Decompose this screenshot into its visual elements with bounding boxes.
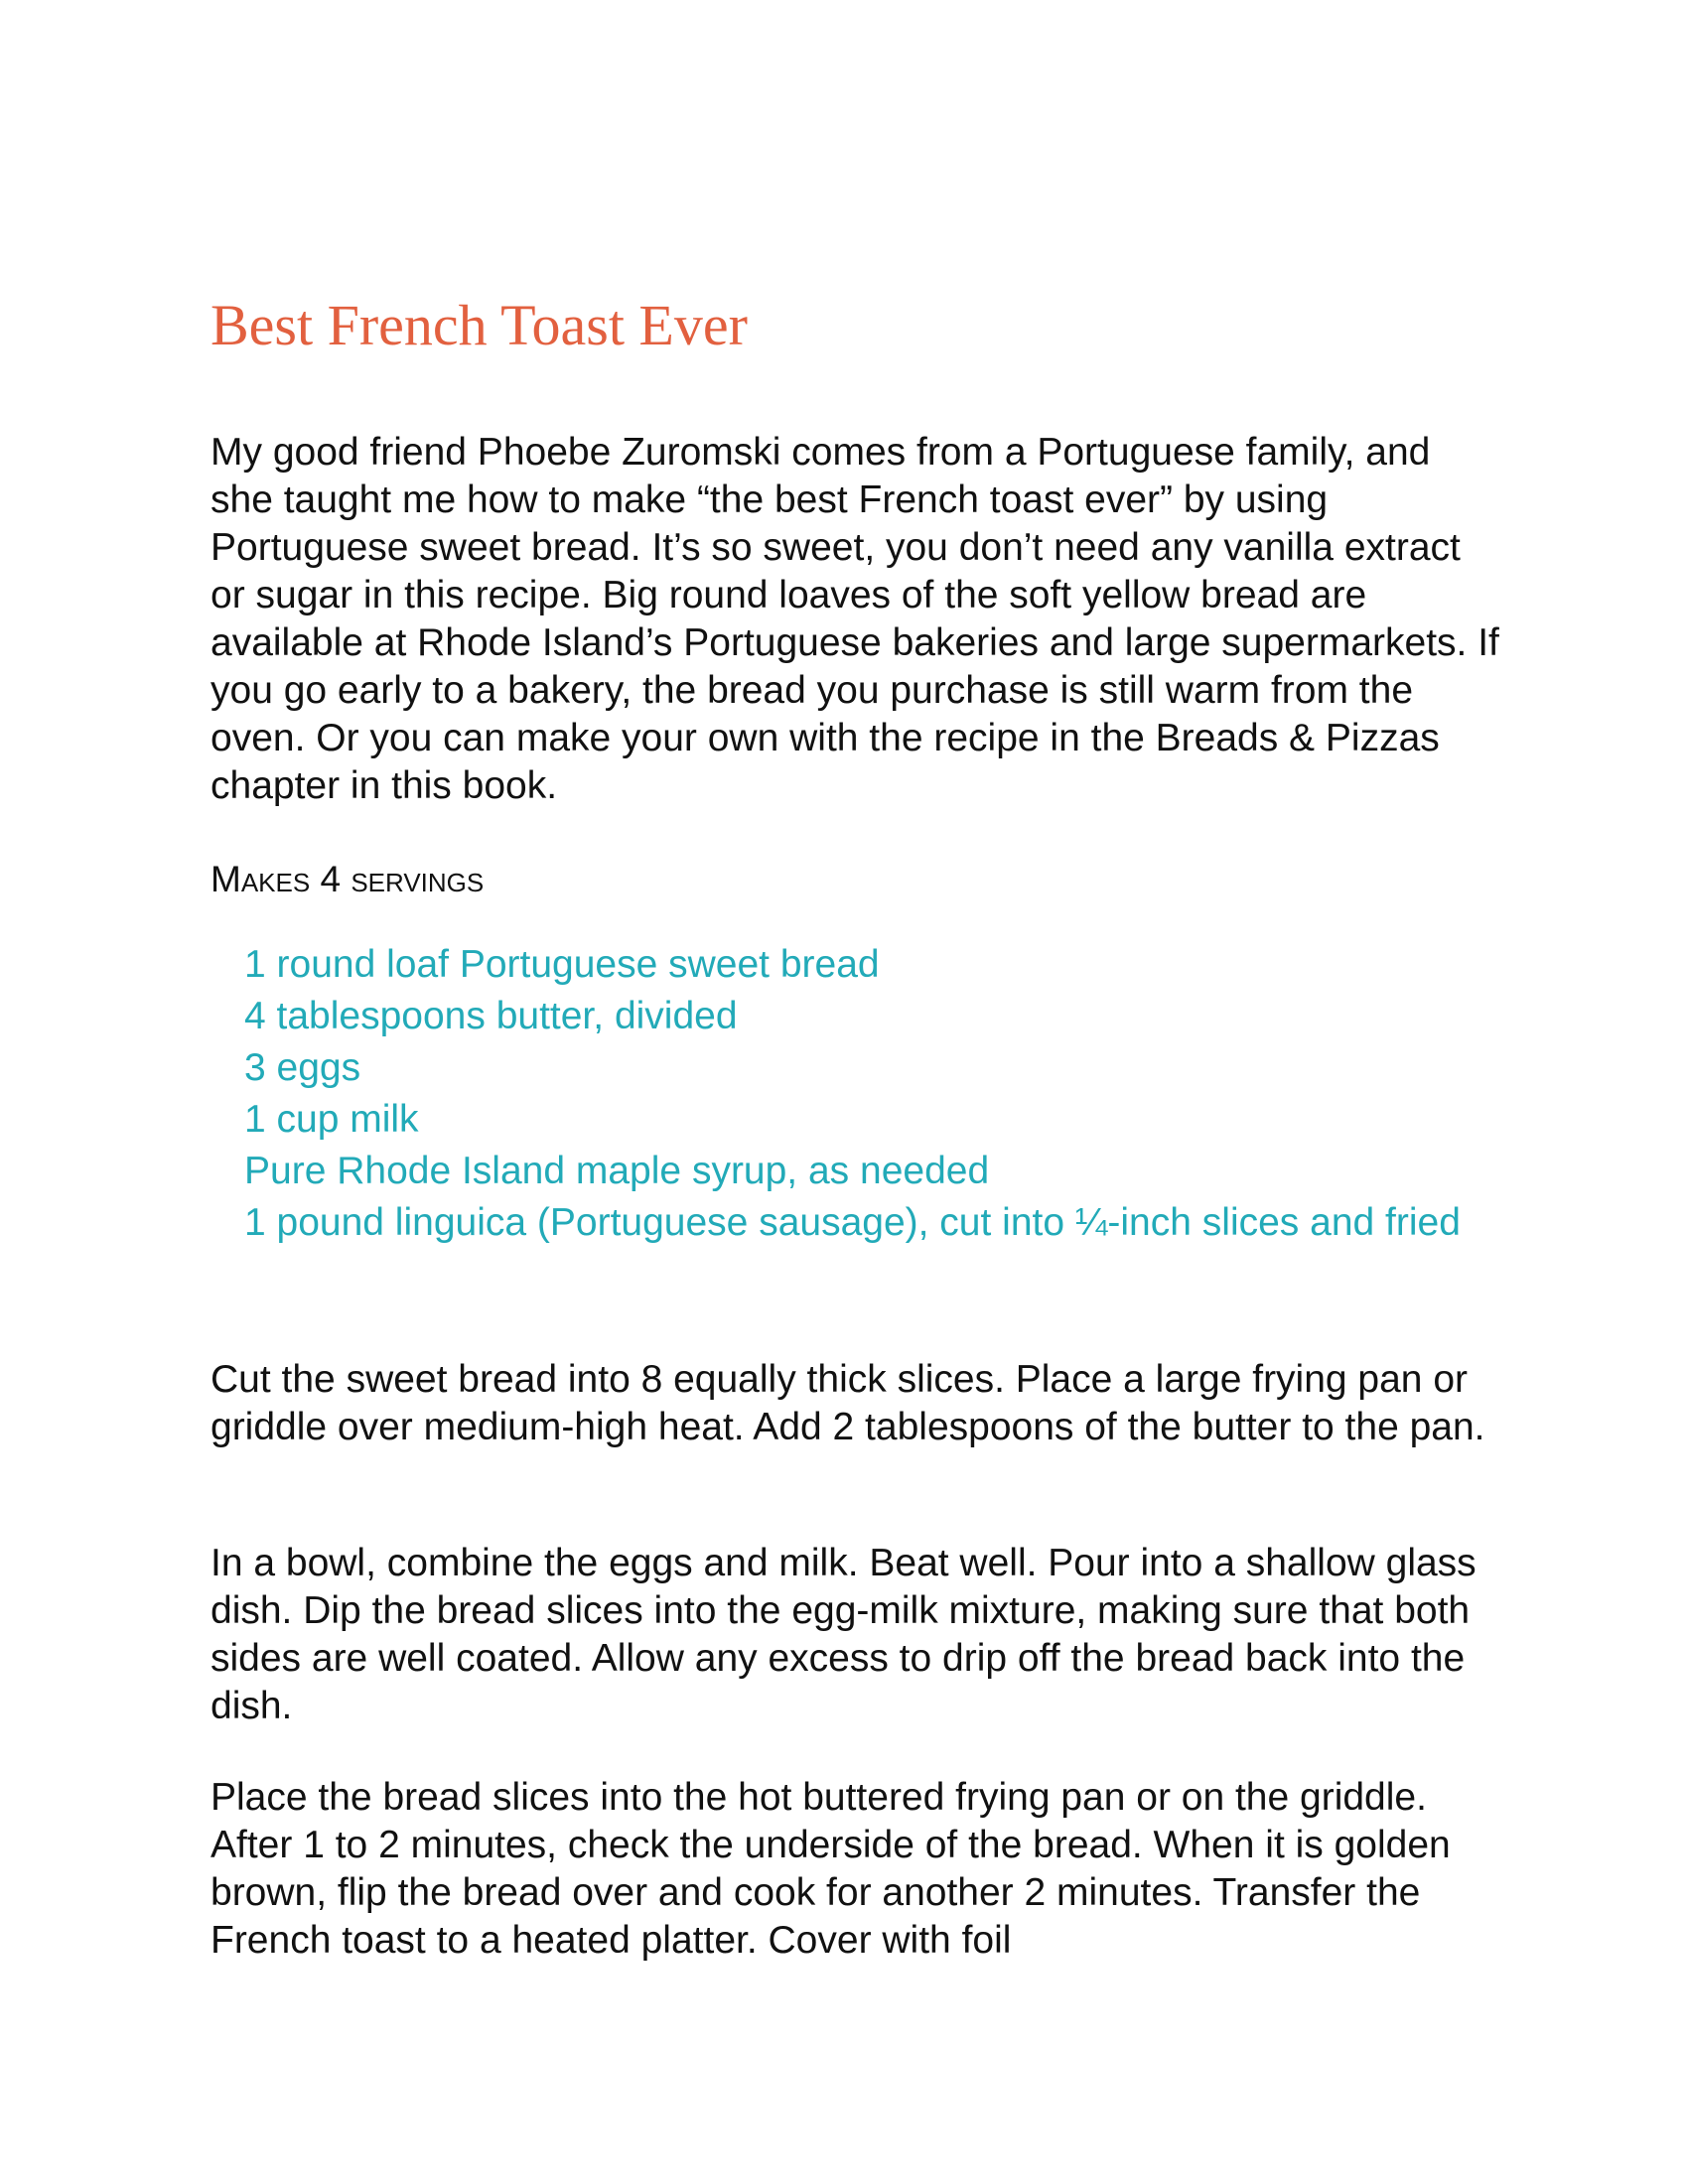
intro-paragraph: My good friend Phoebe Zuromski comes from a Portuguese family, and she taught me how to make “the best French toast ever” by using Portuguese sweet bread. It’s so sweet, you don’t need any vanilla extract or sugar in this recipe. Big round loaves of the soft yellow bread are available at Rhode Island’s Portuguese bakeries and large supermarkets. If you go early to a bakery, the bread you purchase is still warm from the oven. Or you can make your own with the recipe in the Breads & Pizzas chapter in this book. — [211, 431, 1499, 807]
instruction-step: In a bowl, combine the eggs and milk. Beat well. Pour into a shallow glass dish. Dip the bread slices into the egg-milk mixture, making sure that both sides are well coated. Allow any excess to drip off the bread back into the dish. — [211, 1542, 1477, 1727]
ingredient-item: 4 tablespoons butter, divided — [244, 995, 738, 1037]
instruction-step: Place the bread slices into the hot buttered frying pan or on the griddle. After 1 to 2 minutes, check the underside of the bread. When it is golden brown, flip the bread over and cook for another 2 minutes. Transfer the French toast to a heated platter. Cover with foil — [211, 1776, 1451, 1962]
servings-note: Makes 4 servings — [211, 859, 485, 899]
instruction-step: Cut the sweet bread into 8 equally thick slices. Place a large frying pan or griddle over medium-high heat. Add 2 tablespoons of the butter to the pan. — [211, 1358, 1485, 1448]
ingredient-item: 1 round loaf Portuguese sweet bread — [244, 943, 880, 986]
ingredient-item: 1 cup milk — [244, 1098, 419, 1141]
ingredient-item: 1 pound linguica (Portuguese sausage), cut into ¼-inch slices and fried — [244, 1201, 1461, 1244]
ingredient-item: Pure Rhode Island maple syrup, as needed — [244, 1150, 990, 1192]
ingredient-item: 3 eggs — [244, 1046, 361, 1089]
ingredient-list — [244, 941, 1485, 1251]
recipe-title: Best French Toast Ever — [211, 293, 748, 357]
